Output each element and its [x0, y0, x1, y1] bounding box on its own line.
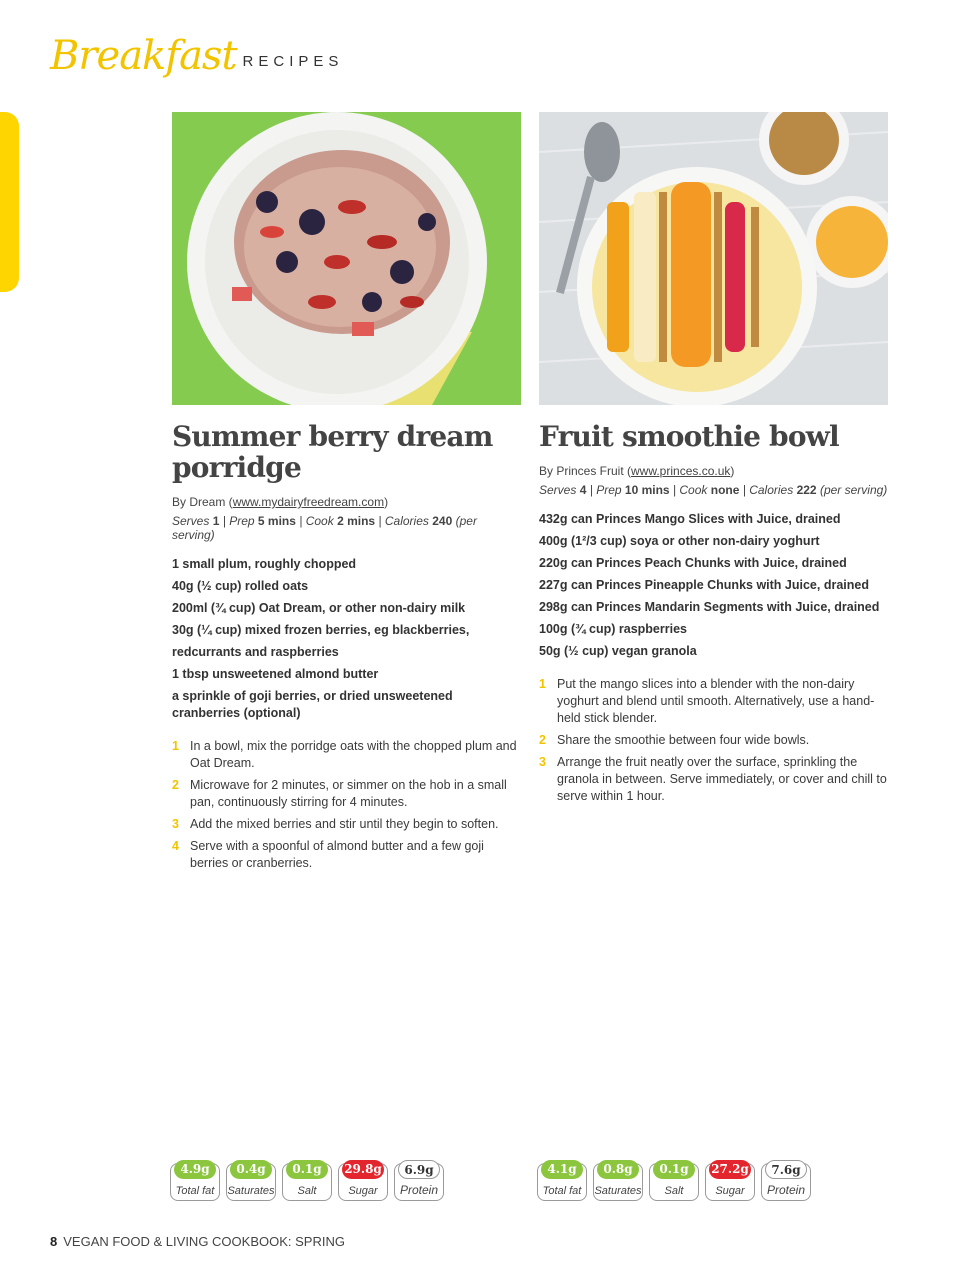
section-subtitle: RECIPES	[242, 53, 344, 70]
ingredient-item: 100g (¾ cup) raspberries	[539, 622, 687, 636]
recipe-porridge	[172, 112, 521, 877]
method-step: 3 Add the mixed berries and stir until they begin to soften.	[172, 817, 499, 831]
method-step: 3 Arrange the fruit neatly over the surface, sprinkling the granola in between. Serve immediately, or cover and chill to serve within 1 hour.	[539, 755, 887, 803]
nutrition-badge	[649, 1163, 699, 1201]
nutrition-badge	[282, 1163, 332, 1201]
nutrition-panel-smoothie	[537, 1163, 811, 1201]
ingredient-item: 1 tbsp unsweetened almond butter	[172, 667, 379, 681]
publication-title: VEGAN FOOD & LIVING COOKBOOK: SPRING	[63, 1234, 345, 1249]
ingredient-item: a sprinkle of goji berries, or dried unsweetened cranberries (optional)	[172, 689, 453, 720]
ingredient-list	[172, 556, 521, 722]
nutrition-value: 29.8g	[342, 1160, 384, 1179]
method-list	[172, 738, 521, 872]
recipe-byline: By Dream (www.mydairyfreedream.com)	[172, 495, 389, 509]
recipe-link[interactable]: www.princes.co.uk	[631, 464, 731, 478]
nutrition-badge	[170, 1163, 220, 1201]
nutrition-label: Saturates	[594, 1185, 642, 1197]
nutrition-value: 4.1g	[541, 1160, 583, 1179]
nutrition-label: Total fat	[542, 1185, 582, 1197]
recipe-byline: By Princes Fruit (www.princes.co.uk)	[539, 464, 735, 478]
section-title: Breakfast	[50, 33, 237, 79]
porridge-photo	[172, 112, 521, 405]
nutrition-value: 0.1g	[653, 1160, 695, 1179]
nutrition-value: 4.9g	[174, 1160, 216, 1179]
page-footer	[50, 1234, 345, 1249]
ingredient-list	[539, 511, 888, 660]
nutrition-label: Salt	[664, 1185, 684, 1197]
method-step: 4 Serve with a spoonful of almond butter and a few goji berries or cranberries.	[172, 839, 484, 870]
page-number: 8	[50, 1234, 58, 1249]
nutrition-badge	[394, 1163, 444, 1201]
nutrition-label: Protein	[399, 1183, 439, 1197]
recipe-meta: Serves 4 | Prep 10 mins | Cook none | Calories 222 (per serving)	[539, 483, 888, 497]
nutrition-label: Total fat	[175, 1185, 215, 1197]
recipe-smoothie-bowl	[539, 112, 888, 810]
nutrition-value: 0.4g	[230, 1160, 272, 1179]
ingredient-item: redcurrants and raspberries	[172, 645, 339, 659]
ingredient-item: 400g (1²/3 cup) soya or other non-dairy yoghurt	[539, 534, 820, 548]
nutrition-value: 7.6g	[765, 1160, 807, 1179]
nutrition-value: 27.2g	[709, 1160, 751, 1179]
ingredient-item: 30g (¼ cup) mixed frozen berries, eg blackberries,	[172, 623, 470, 637]
nutrition-label: Salt	[297, 1185, 317, 1197]
ingredient-item: 432g can Princes Mango Slices with Juice, drained	[539, 512, 841, 526]
recipe-title: Summer berry dream porridge	[172, 420, 493, 484]
method-step: 2 Microwave for 2 minutes, or simmer on the hob in a small pan, continuously stirring for 4 minutes.	[172, 778, 507, 809]
nutrition-value: 0.1g	[286, 1160, 328, 1179]
ingredient-item: 200ml (¾ cup) Oat Dream, or other non-dairy milk	[172, 601, 466, 615]
nutrition-badge	[593, 1163, 643, 1201]
nutrition-label: Sugar	[715, 1185, 745, 1197]
nutrition-label: Sugar	[348, 1185, 378, 1197]
nutrition-badge	[761, 1163, 811, 1201]
smoothie-bowl-photo	[539, 112, 888, 405]
method-step: 1 In a bowl, mix the porridge oats with the chopped plum and Oat Dream.	[172, 739, 517, 770]
nutrition-label: Saturates	[227, 1185, 275, 1197]
page-header	[50, 33, 344, 79]
recipe-meta: Serves 1 | Prep 5 mins | Cook 2 mins | Calories 240 (per serving)	[172, 514, 477, 542]
nutrition-badge	[338, 1163, 388, 1201]
ingredient-item: 40g (½ cup) rolled oats	[172, 579, 309, 593]
ingredient-item: 220g can Princes Peach Chunks with Juice, drained	[539, 556, 847, 570]
nutrition-badge	[705, 1163, 755, 1201]
ingredient-item: 50g (½ cup) vegan granola	[539, 644, 697, 658]
method-step: 1 Put the mango slices into a blender with the non-dairy yoghurt and blend until smooth. Alternatively, use a hand-held stick blender.	[539, 677, 875, 725]
ingredient-item: 298g can Princes Mandarin Segments with Juice, drained	[539, 600, 880, 614]
nutrition-value: 0.8g	[597, 1160, 639, 1179]
recipe-title: Fruit smoothie bowl	[539, 420, 839, 453]
nutrition-value: 6.9g	[398, 1160, 440, 1179]
recipe-link[interactable]: www.mydairyfreedream.com	[232, 495, 385, 509]
ingredient-item: 1 small plum, roughly chopped	[172, 557, 357, 571]
method-step: 2 Share the smoothie between four wide bowls.	[539, 733, 810, 747]
nutrition-badge	[537, 1163, 587, 1201]
ingredient-item: 227g can Princes Pineapple Chunks with Juice, drained	[539, 578, 869, 592]
nutrition-label: Protein	[766, 1183, 806, 1197]
nutrition-badge	[226, 1163, 276, 1201]
method-list	[539, 676, 888, 805]
section-tab	[0, 112, 19, 292]
nutrition-panel-porridge	[170, 1163, 444, 1201]
